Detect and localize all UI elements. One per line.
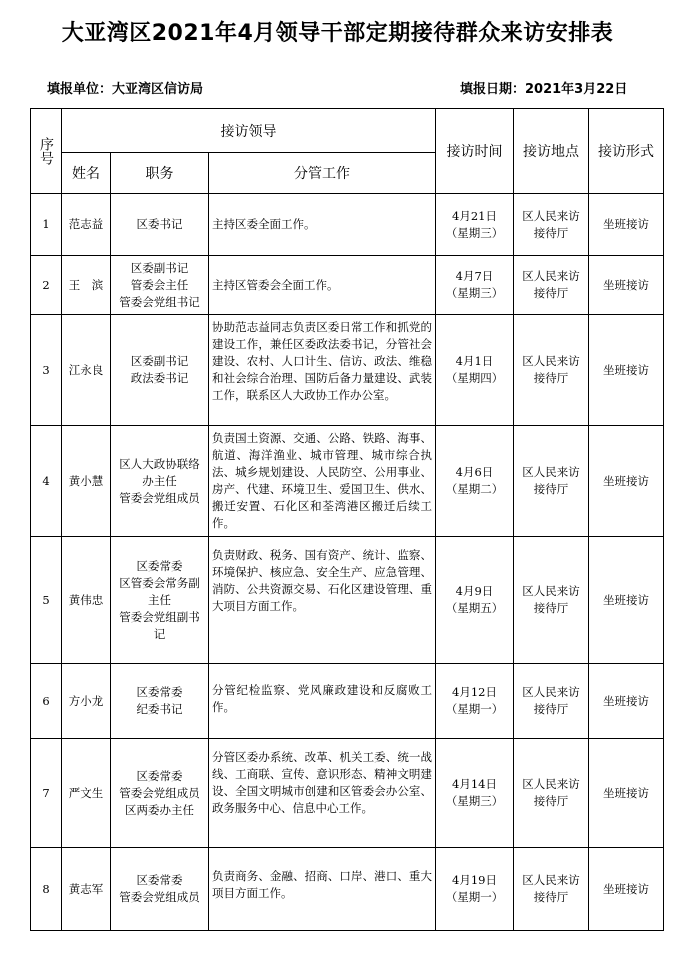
cell-seq: 7 <box>31 739 62 848</box>
table-row <box>31 256 664 315</box>
cell-date: 4月19日 （星期一） <box>436 848 514 931</box>
cell-position: 区委副书记 政法委书记 <box>111 315 209 426</box>
cell-duties: 主持区管委会全面工作。 <box>209 256 436 315</box>
cell-seq: 2 <box>31 256 62 315</box>
cell-place: 区人民来访 接待厅 <box>514 664 589 739</box>
header-place: 接访地点 <box>514 109 589 194</box>
page-title: 大亚湾区2021年4月领导干部定期接待群众来访安排表 <box>61 21 614 46</box>
cell-date: 4月6日 （星期二） <box>436 426 514 537</box>
cell-duties: 分管区委办系统、改革、机关工委、统一战线、工商联、宣传、意识形态、精神文明建设、全国文明城市创建和区管委会办公室、政务服务中心、信息中心工作。 <box>209 739 436 848</box>
table-row <box>31 739 664 848</box>
cell-position: 区委副书记 管委会主任 管委会党组书记 <box>111 256 209 315</box>
cell-duties: 主持区委全面工作。 <box>209 194 436 256</box>
cell-name: 范志益 <box>62 194 111 256</box>
cell-form: 坐班接访 <box>589 848 664 931</box>
cell-place: 区人民来访 接待厅 <box>514 537 589 664</box>
header-time: 接访时间 <box>436 109 514 194</box>
cell-name: 江永良 <box>62 315 111 426</box>
cell-date: 4月1日 （星期四） <box>436 315 514 426</box>
cell-position: 区委常委 区管委会常务副 主任 管委会党组副书 记 <box>111 537 209 664</box>
cell-date: 4月7日 （星期三） <box>436 256 514 315</box>
table-body <box>31 194 664 931</box>
header-seq: 序号 <box>31 109 62 194</box>
cell-name: 方小龙 <box>62 664 111 739</box>
schedule-table <box>30 108 664 931</box>
cell-duties: 协助范志益同志负责区委日常工作和抓党的建设工作，兼任区委政法委书记，分管社会建设、农村、人口计生、信访、政法、维稳和社会综合治理、国防后备力量建设、武装工作，联系区人大政协工作办公室。 <box>209 315 436 426</box>
cell-place: 区人民来访 接待厅 <box>514 256 589 315</box>
cell-name: 王 滨 <box>62 256 111 315</box>
table-row <box>31 315 664 426</box>
cell-form: 坐班接访 <box>589 194 664 256</box>
cell-position: 区委书记 <box>111 194 209 256</box>
cell-position: 区委常委 管委会党组成员 <box>111 848 209 931</box>
cell-place: 区人民来访 接待厅 <box>514 194 589 256</box>
cell-name: 黄志军 <box>62 848 111 931</box>
cell-duties: 负责国土资源、交通、公路、铁路、海事、航道、海洋渔业、城市管理、城市综合执法、城乡规划建设、人民防空、公用事业、房产、代建、环境卫生、爱国卫生、供水、搬迁安置、石化区和荃湾港区搬迁后续工作。 <box>209 426 436 537</box>
cell-date: 4月9日 （星期五） <box>436 537 514 664</box>
header-leader-group: 接访领导 <box>62 109 436 153</box>
table-row <box>31 848 664 931</box>
cell-duties: 负责财政、税务、国有资产、统计、监察、环境保护、核应急、安全生产、应急管理、消防、公共资源交易、石化区建设管理、重大项目方面工作。 <box>209 537 436 664</box>
cell-date: 4月21日 （星期三） <box>436 194 514 256</box>
table-header <box>31 109 664 194</box>
table-row <box>31 664 664 739</box>
cell-date: 4月14日 （星期三） <box>436 739 514 848</box>
cell-seq: 8 <box>31 848 62 931</box>
header-position: 职务 <box>111 153 209 194</box>
cell-position: 区委常委 管委会党组成员 区两委办主任 <box>111 739 209 848</box>
cell-form: 坐班接访 <box>589 739 664 848</box>
cell-form: 坐班接访 <box>589 426 664 537</box>
cell-form: 坐班接访 <box>589 537 664 664</box>
cell-position: 区委常委 纪委书记 <box>111 664 209 739</box>
cell-seq: 3 <box>31 315 62 426</box>
cell-seq: 4 <box>31 426 62 537</box>
cell-seq: 6 <box>31 664 62 739</box>
cell-position: 区人大政协联络 办主任 管委会党组成员 <box>111 426 209 537</box>
cell-name: 黄小慧 <box>62 426 111 537</box>
cell-duties: 分管纪检监察、党风廉政建设和反腐败工作。 <box>209 664 436 739</box>
cell-place: 区人民来访 接待厅 <box>514 848 589 931</box>
cell-duties: 负责商务、金融、招商、口岸、港口、重大项目方面工作。 <box>209 848 436 931</box>
header-duties: 分管工作 <box>209 153 436 194</box>
cell-place: 区人民来访 接待厅 <box>514 315 589 426</box>
cell-form: 坐班接访 <box>589 315 664 426</box>
cell-form: 坐班接访 <box>589 256 664 315</box>
cell-place: 区人民来访 接待厅 <box>514 426 589 537</box>
cell-form: 坐班接访 <box>589 664 664 739</box>
table-row <box>31 194 664 256</box>
table-row <box>31 426 664 537</box>
reporting-unit: 填报单位：大亚湾区信访局 <box>47 82 204 97</box>
reporting-date: 填报日期：2021年3月22日 <box>460 82 628 97</box>
table-row <box>31 537 664 664</box>
cell-date: 4月12日 （星期一） <box>436 664 514 739</box>
cell-place: 区人民来访 接待厅 <box>514 739 589 848</box>
cell-seq: 5 <box>31 537 62 664</box>
cell-name: 黄伟忠 <box>62 537 111 664</box>
header-form: 接访形式 <box>589 109 664 194</box>
cell-name: 严文生 <box>62 739 111 848</box>
header-name: 姓名 <box>62 153 111 194</box>
cell-seq: 1 <box>31 194 62 256</box>
